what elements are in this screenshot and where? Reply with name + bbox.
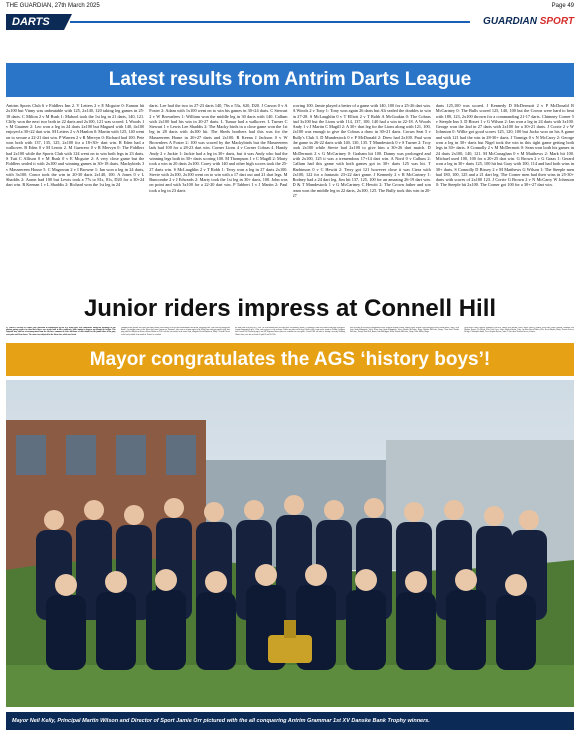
darts-column: darts. Lee had the two in 27-23 darts 140, 76s o 53s, S20, D20. J Carson 0 v A Foster 2: Adam with 1x100 went on to win his games in 30+24 darts. C Stewart 2 v W Brownlees 1: William won the middle leg in 30 darts with 140. Callum with 2x100 had his win in 20-27 darts. L Tumar had a walkover. L Turner C Stewart 1 v Lewis Lee Shaddis 2: The Macky birds in a close game won the 1st leg in 28 darts with 4x100 hit. The Sheds brothers had this was for the Masseereen Home in 20+27 darts and 2x100. R Keena J Jackson 0 v W Brownlees A Foster 2: 100 was scored by the Mackybirds but the Masseereen lads had 100 for a 28-23 dart win. Corner Lions 4 v Corner Cobras 4. Handy Andy 2 v Jackie 1: Jackie had a leg in 30+ darts, but it was Andy who had the winning legs both in 30+ darts scoring 100. M Thompson 1 v C Magill 2: Marty took a win in 20 darts 2x100. Corey with 140 and other high scores took the 25-27 darts win. S McLaughlin 2 v T Robb 1: Terry won a leg in 27 darts 2x100. Stevie with 2x100, 2x100 went on to win with a 17 dart out and 21 dart legs. M Buncombe 2 v J Edwards 2: Marty took the 1st leg in 30+ darts, 100. John was on point and with 3x100 for a 22-20 dart win. P Tabbert 1 v J Martin 2: Paul took a leg in 23 darts [149,103,288,193]
team-photo [6,380,574,707]
brand-logo: GUARDIAN SPORT [483,16,574,27]
darts-article [6,103,574,283]
page-header [0,0,580,12]
junior-column: the final class of the day, the 1.10m. The next training show will take place on Saturday, March 29, starting at 10am with classes from pony cross-poles (assisted/unassisted) up to 1.20m, and everyone is very welcome. Entries are taken on the day. Details of all events can be found on Gillian Creighton and Connell Hill Facebook pages, and SJI Registered shows dates are available on www.sjidev. Connell Hill will also be hosting a two-day Working Hunter show, over the weekend of April 19 and 20. This [235,327,345,336]
section-bar [0,14,580,30]
junior-column: ST Patrick's weekend at Connell Hill Equestrian in Randalstown got off to a flying start, with competitors taking full advantage of this glorious spring weather to school their horses over tracks built to offer confidence, while aiming to progress up through the heights. This enjoyable day, with lots of encouragement from the side-lines, commenced with a full house of clear rounds for the junior riders in the pony cross-poles and 50cm classes. The contest was adjusted for the 60cm class, which saw Sarah [6,327,116,336]
mayor-headline: Mayor congratulates the AGS ‘history boys’! [6,343,574,376]
junior-column: Kirkpatrick and Naoishe McFealne with super double clear rounds. Dean Bell then demonstrated his talents, emerging in the 70cm class on young horse 'Bruno'. An outright winner of the 80cm was Laura Canavan on 'Diamond', who went on to jump again in the 90cm class achieving another joint first, tying with Ben Maybin on Kenner. Karen Walker on 'Ellie' took the red rosettes in the metre class, alongside Kevin Maybin on 'Misty'. Victoria Grieves took a lovely double clear round on 'Poteter' to conclude [120,327,231,336]
section-rule [70,21,470,23]
junior-headline: Junior riders impress at Connell Hill [83,295,497,322]
junior-article-cols [6,327,574,341]
trophy-icon [268,635,312,663]
section-tag: DARTS [6,14,64,30]
paper-date: THE GUARDIAN, 27th March 2025 [6,3,100,9]
darts-headline: Latest results from Antrim Darts League [6,63,574,97]
darts-column: Antrim Sports Club 6 v Fiddlers Inn 2. V Letters 2 v E Mcguire 0: Eamon hit 2x100 but Vinny was unbeatable with 125, 2x140, 120 taking leg games in 25-18 darts. C Milton 2 v M Rush 1: Mabool took the 1st leg in 21 darts, 140, 121. Cliffy won the next two both in 22 darts and 2x100, 121 was scored. L Woods 1 v M Gaurner 2: Leo won a leg in 24 darts 2x100 but Magued with 140, 4x100 enjoyed a 30+22 dart win. M Letters 2 v A Hanlon 0: Martin with 125, 140 went on to secure a 22-21 dart win. P Warren 2 v R Mervyn 0: Richard had 100. Pete won both with 137, 135, 125, 2x100 for a 18+30+ dart win. R Eden had a walkover. B Eden 0 v M Lernis 2. M Guerrero 0 v R Mervyn 0: The Fiddlers had 2x100 while the Sports Club with 124 went on to win both legs in 23 darts. S Tutt C Allison 0 v M Rush 0 v E Mcguire 2: A very close game but the Fiddlers sealed it with 2x100 and winning games in 30+18 darts. Mackybirds 3 v Masseereen House 5. C Magowan 2 v I Browne 1: Ian won a leg in 24 darts, with 3x100. Conor took the win in 20-30 darts 2x140, 100. A Jones 0 v L Shaddis 2: Aaron had 100 but Lewis took a 77s to 81s, 81s, D20 for a 30+24 dart win. R Keenan 1 v L Shaddis 2: Richard won the 1st leg in 24 [6,103,145,188]
photo-caption: Mayor Neil Kelly, Principal Martin Wilson and Director of Sport Jamie Orr pictured with the all conquering Antrim Grammar 1st XV Danske Bank Trophy winners. [6,712,574,730]
junior-column: 80cm class: Laura Canavan, Diamond; Dean Bell, Bunny; Ben Maybin, Louis; Anglee Hancey, Artbrin. 90cm class: Laura Canavan, Diamond; Ben Maybin, Romeo; Tia Wilson, Ellie; Paul Caves, Louis; Stephen Brown, Cody. 1m class: Karen Walker, Ellie; Kevin Maybin, Misty; Victoria Grieves, Hexage; Christopher Smith, Crew; Stephen Brown, Cutter. 1.10m class: Victoria Grieves, Penteter. [464,327,574,334]
page-number: Page 49 [551,3,574,9]
team-photo-illustration [6,380,574,707]
darts-column: darts 125,100 was scored. J Kennedy D McDermott 2 v P McDonald R McCartney 0: The Bulls scored 125, 140, 100 but the Crown were hard to beat with 180, 123, 2x100 thrown for a commanding 21-17 darts. Chimney Corner 5 v Steeple Inn 3. D Bisset 1 v G Wilson 2: Ian won a leg in 24 darts with 3x100. George won the 2nd in 27 darts with 2x100 for a 30+21 darts. J Corrie 2 v W Johnston 0: Willie got good scores 125, 120, 100 but Jacko won on his A game and with 121 had the win in 28-30+ darts. J Tonnigs 0 v N McCarry 2: George won a leg in 30+ darts but Nigel took the win in this tight game getting both legs in 30+ darts. S Connolly 2 v M McDermott 0: Sean won both his games in 24 darts 2x100, 140, 121. M McConaghan 0 v M Matthews 2: Mark hit 100. Michael used 100, 100 for a 20+25 dart win. G Brown 2 v G Graas 1: Gerard won a leg in 30+ darts 125, 100 hit but Gary with 100, 114 and had both wins in 30+ darts. S Connolly D Bissey 2 v M Matthews G Wilson 1: The Steeple men had 180, 100, 125 and a 21 dart leg. The Corner men had their wins in 25-30+ darts with scores of 2x100 123. J Corrie G Brown 2 v N McCarry W Johnston 0: The Steeple hit 2x100. The Corner got 100 for a 30+-27 dart win. [435,103,574,188]
junior-column: show will take in all classes in preparation for the Northern Ireland Festival. Entries online. Results. Pony cross-poles class: Sorcha Maher, Angel. 50cm class: Sarah Kirkpatrick, Volvo. 60cm class: Sarah Kirkpatrick, Volvo; Naoishe McFealne, Harry; Naoishe McFealne, Donny. 70cm class: Naoishe McFealne, Donny; Dean Bell, Bruno; John McKiggan, Dolly; Naoishe McFealne, Harry; Chloe Millar, Ringo. [349,327,460,334]
darts-column: scoring 100. Jamie played a better of a game with 140, 100 for a 25-26 dart win. A Woods 2 v Tony 1: Tony won again 26 darts but Ali sealed the doubles to win in 27-28. S McLaughlin 0 v T Elliott 2 v T Robb A McGoakin 0: The Cobras had 3x100 but the Lions with 114, 137, 100, 140 had a win in 22-18. A Woods Andy 1 v J Martin C Magill 2: A 30+ dart leg for the Lions along with 121, 100, 2x100 was enough to give the Cobras a draw in 30+21 darts. Crown Seat 5 v Bully's Club 3. D Mundestock 0 v P McDonald 2: Drew had 2x100. Paul won the game in 26-22 darts with 140, 130, 135. T Mundestock 0 v S Turner 2: Troy took 2x100 while Stevie had 2x100 to give him a 30+26 dart match. D McDermott 2 v G McCartney 0: Graham hit 100. Danny was prolonged and with 2x100, 125 it was a tremendous 17+14 dart win. A Nord 0 v Callum 2: Callum had this game with both games got in 30+ darts 125 was hit. T Harbinson 0 v C Hewitt 2: Terry got 121 however close it was Ciera with 2x100, 122 for a fantastic 23+22 dart game. J Kennedy 2 v R McCartney 1: Rodney had a 24 dart leg. Jim hit 137, 125, 100 for an amazing 26-19 dart win. D & T Mundestock 1 v G McCartney C Hewitt 2: The Crown father and son team won the middle leg in 22 darts, 2x100, 125. The Bully took this win in 20-27 [292,103,431,199]
